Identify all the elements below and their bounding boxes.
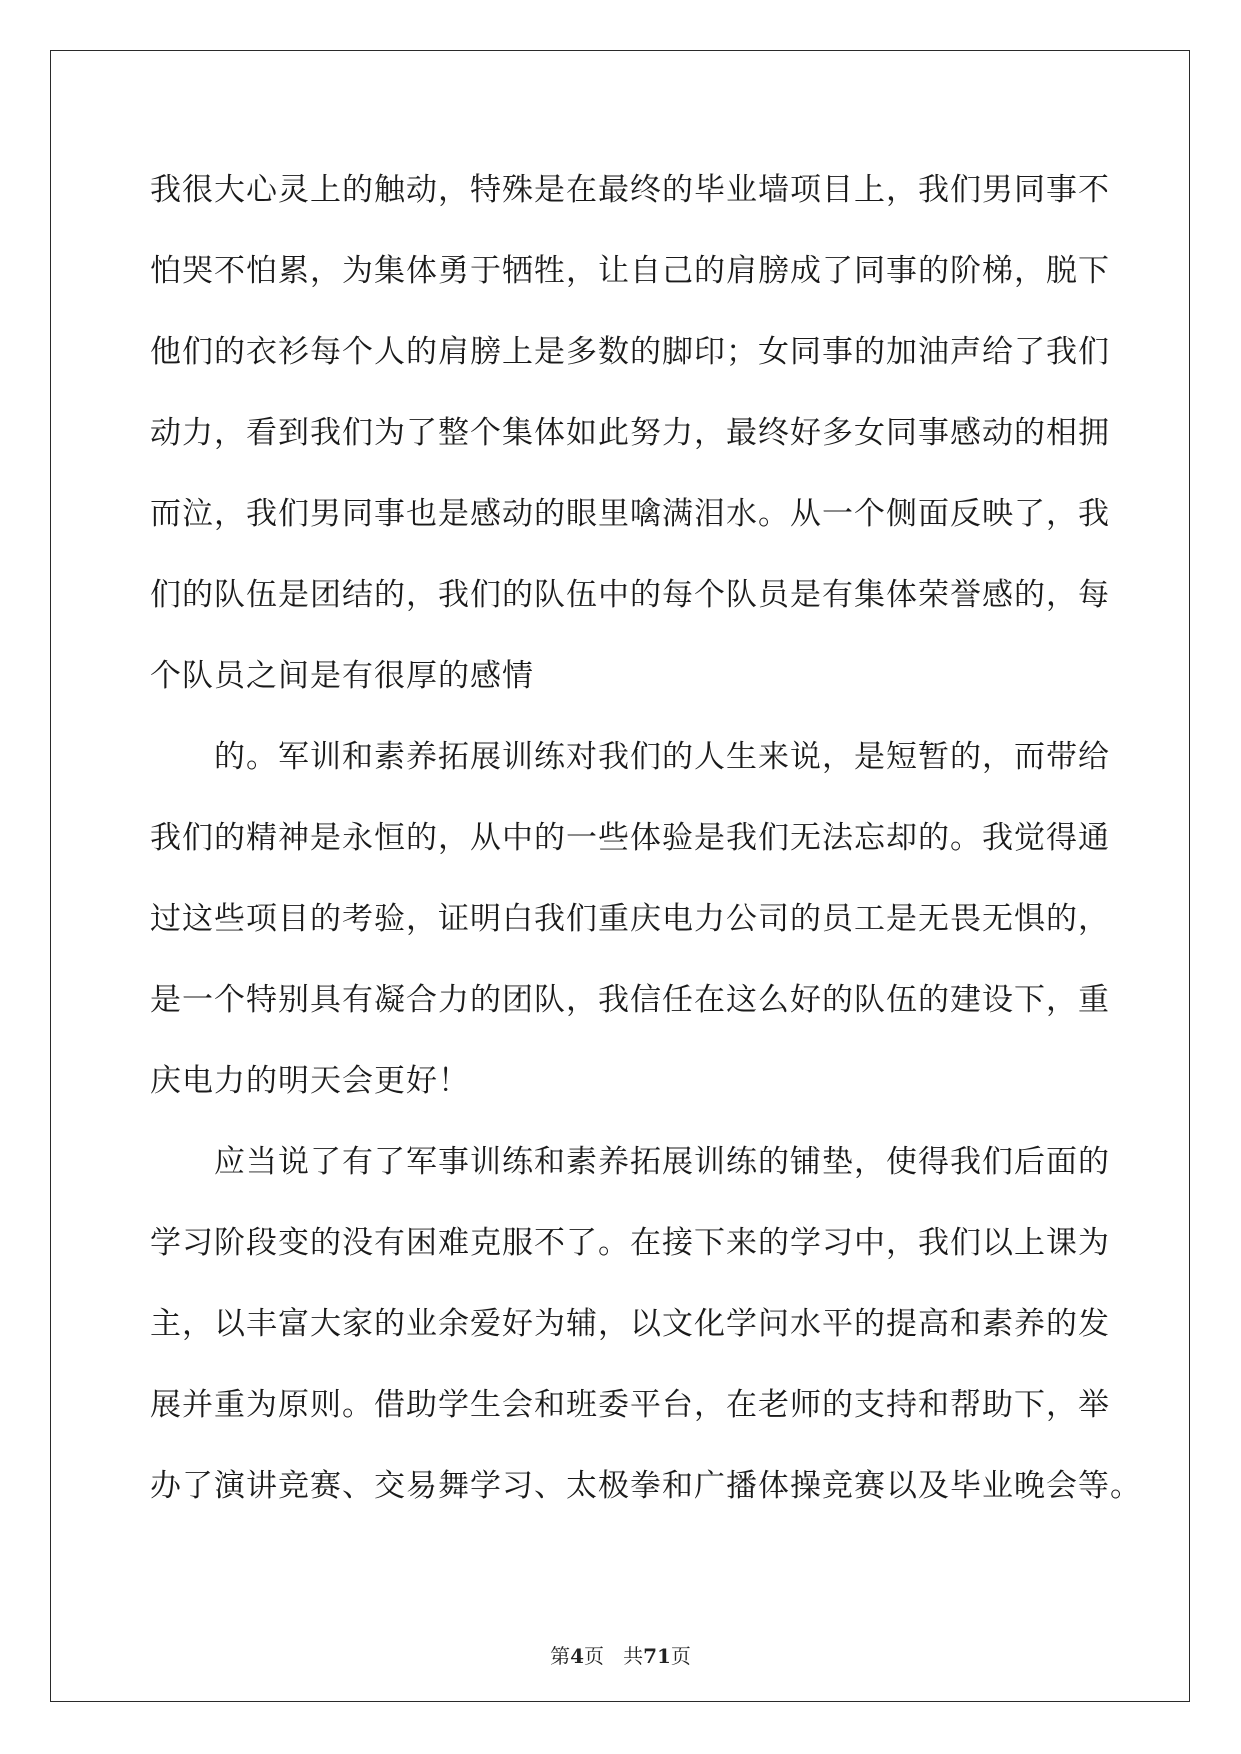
paragraph-line: 动力，看到我们为了整个集体如此努力，最终好多女同事感动的相拥 xyxy=(150,415,1110,451)
paragraph-line: 是一个特别具有凝合力的团队，我信任在这么好的队伍的建设下，重 xyxy=(150,982,1110,1018)
document-body xyxy=(150,160,1142,1537)
total-suffix: 页 xyxy=(670,1644,691,1668)
paragraph-line: 的。军训和素养拓展训练对我们的人生来说，是短暂的，而带给 xyxy=(214,739,1110,775)
paragraph-line: 我很大心灵上的触动，特殊是在最终的毕业墙项目上，我们男同事不 xyxy=(150,172,1110,208)
paragraph-line: 他们的衣衫每个人的肩膀上是多数的脚印；女同事的加油声给了我们 xyxy=(150,334,1110,370)
paragraph-line: 个队员之间是有很厚的感情 xyxy=(150,658,534,694)
total-pages: 71 xyxy=(643,1644,671,1668)
total-prefix: 共 xyxy=(623,1644,644,1668)
paragraph-line: 过这些项目的考验，证明白我们重庆电力公司的员工是无畏无惧的， xyxy=(150,901,1110,937)
paragraph-line: 学习阶段变的没有困难克服不了。在接下来的学习中，我们以上课为 xyxy=(150,1225,1110,1261)
page-footer xyxy=(0,1640,1241,1669)
page-suffix: 页 xyxy=(584,1644,604,1668)
page-prefix: 第 xyxy=(550,1644,571,1668)
paragraph-line: 而泣，我们男同事也是感动的眼里噙满泪水。从一个侧面反映了，我 xyxy=(150,496,1110,532)
paragraph-line: 们的队伍是团结的，我们的队伍中的每个队员是有集体荣誉感的，每 xyxy=(150,577,1110,613)
paragraph-line: 展并重为原则。借助学生会和班委平台，在老师的支持和帮助下，举 xyxy=(150,1387,1110,1423)
paragraph-line: 应当说了有了军事训练和素养拓展训练的铺垫，使得我们后面的 xyxy=(214,1144,1110,1180)
paragraph-line: 庆电力的明天会更好！ xyxy=(150,1063,470,1099)
paragraph-line: 怕哭不怕累，为集体勇于牺牲，让自己的肩膀成了同事的阶梯，脱下 xyxy=(150,253,1110,289)
paragraph-line: 办了演讲竞赛、交易舞学习、太极拳和广播体操竞赛以及毕业晚会等。 xyxy=(150,1468,1142,1504)
paragraph-line: 我们的精神是永恒的，从中的一些体验是我们无法忘却的。我觉得通 xyxy=(150,820,1110,856)
page-number: 4 xyxy=(570,1644,584,1668)
paragraph-line: 主，以丰富大家的业余爱好为辅，以文化学问水平的提高和素养的发 xyxy=(150,1306,1110,1342)
